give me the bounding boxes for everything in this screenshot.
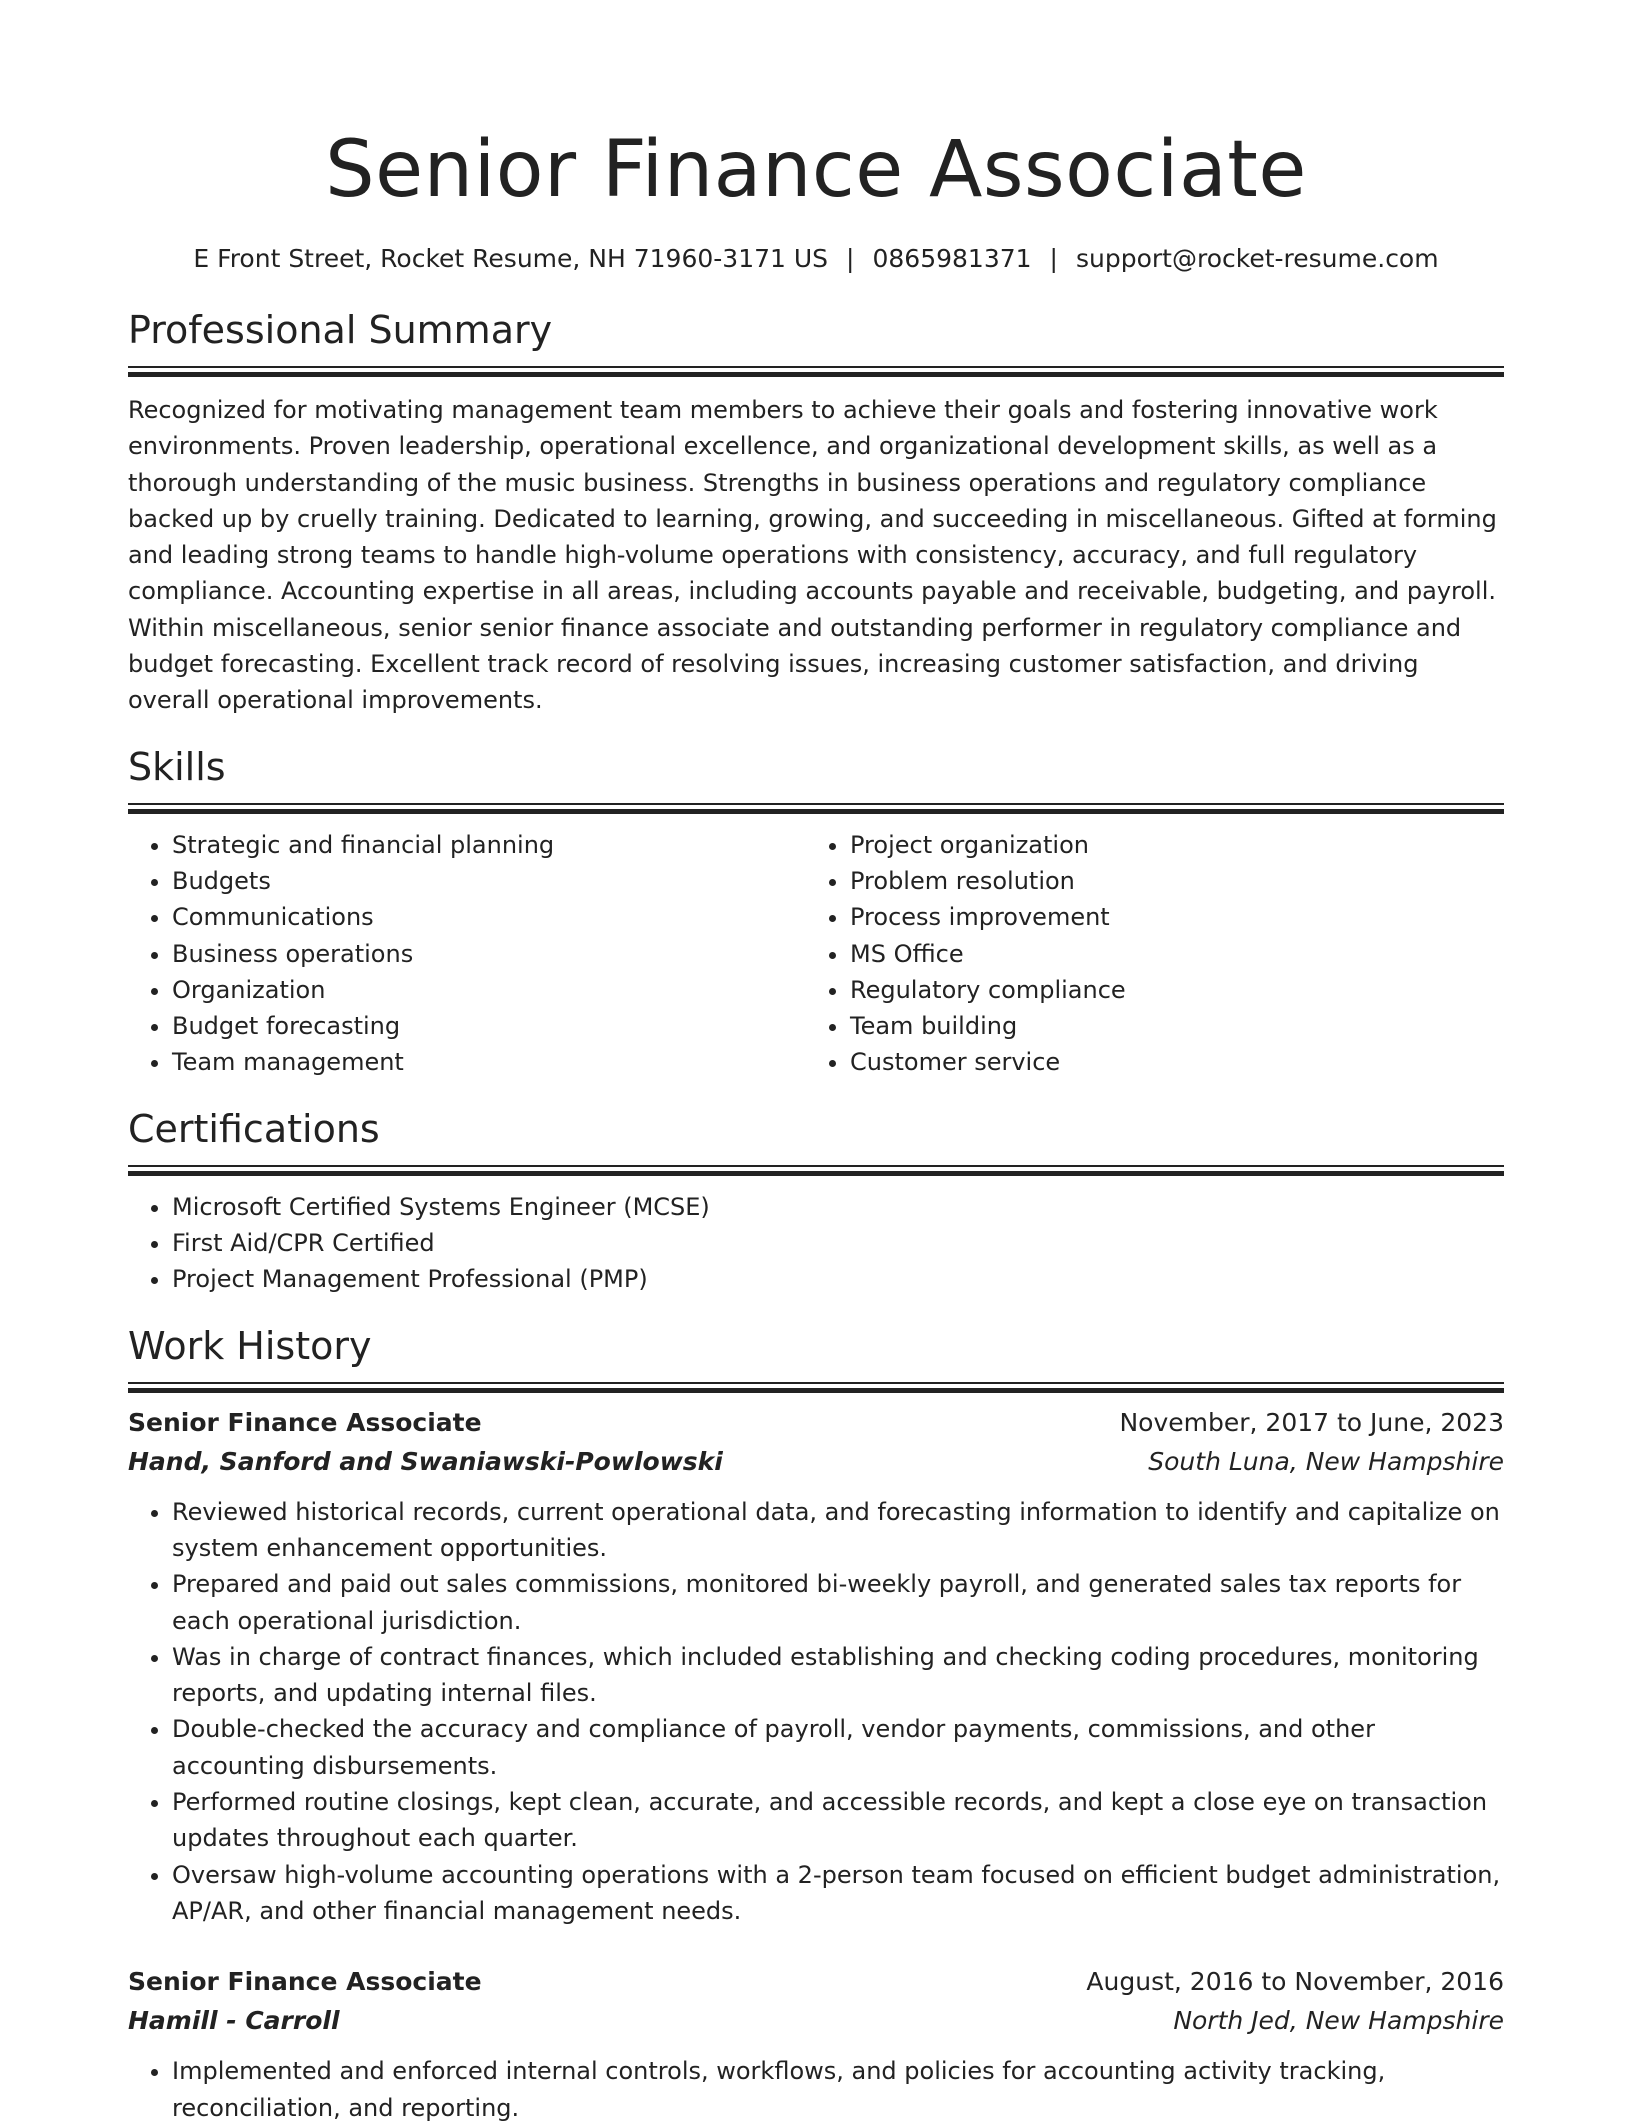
- list-item: • Budgets: [172, 863, 806, 899]
- list-item: • Business operations: [172, 936, 806, 972]
- resume-page: [128, 0, 1504, 2122]
- job-dates: November, 2017 to June, 2023: [1119, 1407, 1504, 1437]
- list-item: • Strategic and financial planning: [172, 827, 806, 863]
- skills-list-left: [128, 827, 806, 1081]
- list-item: • Double-checked the accuracy and compliance of payroll, vendor payments, commissions, and other accounting disbursements.: [172, 1711, 1504, 1784]
- job-dates: August, 2016 to November, 2016: [1086, 1967, 1504, 1997]
- skills-columns: [128, 827, 1504, 1081]
- job-location: North Jed, New Hampshire: [1173, 2006, 1504, 2036]
- contact-email: support@rocket-resume.com: [1075, 244, 1439, 273]
- list-item: • Project organization: [850, 827, 1484, 863]
- list-item: • Team building: [850, 1008, 1484, 1044]
- section-heading-summary: Professional Summary: [128, 308, 553, 352]
- certifications-list: [128, 1189, 1504, 1298]
- list-item: • Communications: [172, 899, 806, 935]
- resume-title: Senior Finance Associate: [325, 125, 1307, 215]
- job-bullets: [128, 1494, 1504, 1930]
- skills-section: [128, 743, 1504, 1081]
- skills-column-right: [806, 827, 1484, 1081]
- list-item: • Project Management Professional (PMP): [172, 1261, 1504, 1297]
- job-location: South Luna, New Hampshire: [1148, 1446, 1504, 1476]
- job-subheader: [128, 1442, 1504, 1482]
- summary-section: [128, 306, 1504, 719]
- contact-separator: |: [1049, 244, 1058, 273]
- section-heading-certifications: Certifications: [128, 1106, 380, 1151]
- contact-line: [128, 242, 1504, 276]
- job-subheader: [128, 2001, 1504, 2041]
- job-company: Hamill - Carroll: [128, 2006, 340, 2036]
- section-heading-work-history: Work History: [128, 1323, 372, 1368]
- list-item: • Microsoft Certified Systems Engineer (MCSE): [172, 1189, 1504, 1225]
- contact-phone: 0865981371: [872, 244, 1032, 273]
- job-company: Hand, Sanford and Swaniawski-Powlowski: [128, 1446, 723, 1476]
- list-item: • Reviewed historical records, current operational data, and forecasting information to identify and capitalize on system enhancement opportunities.: [172, 1494, 1504, 1567]
- list-item: • Performed routine closings, kept clean, accurate, and accessible records, and kept a close eye on transaction updates throughout each quarter.: [172, 1784, 1504, 1857]
- certifications-section: [128, 1105, 1504, 1298]
- job-entry: [128, 1963, 1504, 2126]
- work-history-section: [128, 1322, 1504, 2126]
- list-item: • Was in charge of contract finances, which included establishing and checking coding procedures, monitoring reports, and updating internal files.: [172, 1639, 1504, 1712]
- list-item: • Customer service: [850, 1044, 1484, 1080]
- list-item: • First Aid/CPR Certified: [172, 1225, 1504, 1261]
- list-item: • Oversaw high-volume accounting operations with a 2-person team focused on efficient budget administration, AP/AR, and other financial management needs.: [172, 1857, 1504, 1930]
- list-item: • Budget forecasting: [172, 1008, 806, 1044]
- section-divider: [128, 803, 1504, 815]
- section-divider: [128, 366, 1504, 378]
- job-entry: [128, 1404, 1504, 1930]
- list-item: • Prepared and paid out sales commissions, monitored bi-weekly payroll, and generated sales tax reports for each operational jurisdiction.: [172, 1566, 1504, 1639]
- section-divider: [128, 1165, 1504, 1177]
- job-bullets: [128, 2053, 1504, 2126]
- list-item: • Organization: [172, 972, 806, 1008]
- list-item: • Regulatory compliance: [850, 972, 1484, 1008]
- contact-separator: |: [846, 244, 855, 273]
- list-item: • Problem resolution: [850, 863, 1484, 899]
- list-item: • Team management: [172, 1044, 806, 1080]
- list-item: • MS Office: [850, 936, 1484, 972]
- job-title: Senior Finance Associate: [128, 1967, 482, 1997]
- job-title: Senior Finance Associate: [128, 1407, 482, 1437]
- list-item: • Process improvement: [850, 899, 1484, 935]
- list-item: • Implemented and enforced internal controls, workflows, and policies for accounting activity tracking, reconciliation, and reporting.: [172, 2053, 1504, 2126]
- job-header: [128, 1404, 1504, 1442]
- job-header: [128, 1963, 1504, 2001]
- skills-column-left: [128, 827, 806, 1081]
- contact-address: E Front Street, Rocket Resume, NH 71960-3171 US: [193, 244, 829, 273]
- section-heading-skills: Skills: [128, 744, 226, 789]
- section-divider: [128, 1382, 1504, 1394]
- summary-text: Recognized for motivating management team members to achieve their goals and fostering innovative work environments. Proven leadership, operational excellence, and organizational development skills, as well as a thorough understanding of the music business. Strengths in business operations and regulatory compliance backed up by cruelly training. Dedicated to learning, growing, and succeeding in miscellaneous. Gifted at forming and leading strong teams to handle high-volume operations with consistency, accuracy, and full regulatory compliance. Accounting expertise in all areas, including accounts payable and receivable, budgeting, and payroll. Within miscellaneous, senior senior finance associate and outstanding performer in regulatory compliance and budget forecasting. Excellent track record of resolving issues, increasing customer satisfaction, and driving overall operational improvements.: [128, 396, 1497, 715]
- skills-list-right: [806, 827, 1484, 1081]
